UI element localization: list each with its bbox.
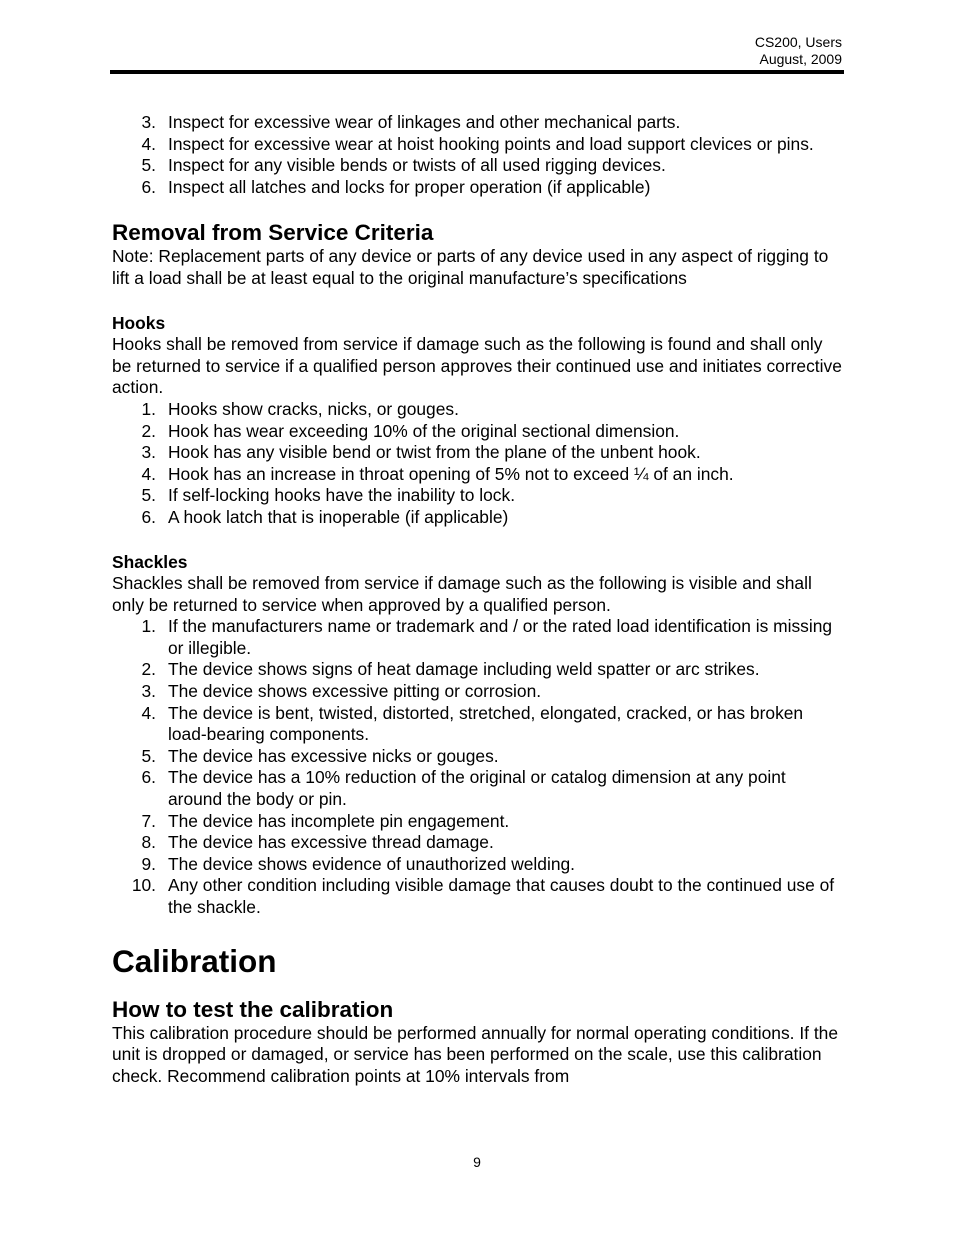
list-number: 5. <box>141 745 156 766</box>
list-item <box>112 767 844 810</box>
list-number: 5. <box>141 155 156 176</box>
list-item <box>112 616 844 659</box>
header-date: August, 2009 <box>759 51 842 67</box>
list-number: 2. <box>141 420 156 441</box>
calibration-subheading: How to test the calibration <box>112 996 394 1022</box>
list-item <box>112 854 844 876</box>
list-text: The device shows excessive pitting or corrosion. <box>168 681 542 702</box>
list-text: The device shows signs of heat damage including weld spatter or arc strikes. <box>168 659 760 680</box>
removal-heading: Removal from Service Criteria <box>112 220 434 246</box>
shackles-list <box>112 616 844 918</box>
list-item <box>112 485 844 507</box>
list-number: 4. <box>141 463 156 484</box>
list-text: The device is bent, twisted, distorted, stretched, elongated, cracked, or has broken load-bearing components. <box>168 702 804 745</box>
page-content <box>112 112 844 1087</box>
list-text: The device has excessive thread damage. <box>168 832 494 853</box>
list-item <box>112 811 844 833</box>
list-item <box>112 112 844 134</box>
list-item <box>112 659 844 681</box>
list-number: 8. <box>141 832 156 853</box>
header-rule <box>110 70 844 74</box>
list-text: A hook latch that is inoperable (if applicable) <box>168 506 509 527</box>
shackles-heading: Shackles <box>112 551 188 572</box>
list-item <box>112 875 844 918</box>
list-text: The device shows evidence of unauthorized welding. <box>168 853 575 874</box>
list-number: 3. <box>141 442 156 463</box>
list-number: 3. <box>141 681 156 702</box>
list-number: 4. <box>141 702 156 723</box>
list-item <box>112 703 844 746</box>
list-text: Inspect all latches and locks for proper operation (if applicable) <box>168 176 651 197</box>
calibration-text: This calibration procedure should be performed annually for normal operating conditions. If the unit is dropped or damaged, or service has been performed on the scale, use this calibration check. Recommend calibration points at 10% intervals from <box>112 1022 838 1086</box>
list-text: If self-locking hooks have the inability to lock. <box>168 485 516 506</box>
removal-note: Note: Replacement parts of any device or parts of any device used in any aspect of rigging to lift a load shall be at least equal to the original manufacture’s specifications <box>112 246 829 288</box>
list-item <box>112 442 844 464</box>
list-item <box>112 464 844 486</box>
list-item <box>112 177 844 199</box>
header-document-title: CS200, Users <box>754 34 842 50</box>
list-number: 6. <box>141 176 156 197</box>
list-text: Any other condition including visible damage that causes doubt to the continued use of the shackle. <box>168 875 835 917</box>
list-item <box>112 681 844 703</box>
list-number: 4. <box>141 133 156 154</box>
list-text: Inspect for any visible bends or twists of all used rigging devices. <box>168 155 666 176</box>
list-text: Inspect for excessive wear at hoist hooking points and load support clevices or pins. <box>168 133 814 154</box>
list-number: 7. <box>141 810 156 831</box>
hooks-list <box>112 399 844 529</box>
list-item <box>112 832 844 854</box>
list-item <box>112 134 844 156</box>
list-number: 3. <box>141 112 156 132</box>
list-text: Inspect for excessive wear of linkages and other mechanical parts. <box>168 112 681 132</box>
shackles-intro: Shackles shall be removed from service if damage such as the following is visible and shall only be returned to service when approved by a qualified person. <box>112 573 812 615</box>
list-number: 9. <box>141 853 156 874</box>
list-item <box>112 507 844 529</box>
list-text: The device has incomplete pin engagement. <box>168 810 510 831</box>
list-text: The device has a 10% reduction of the original or catalog dimension at any point around the body or pin. <box>168 767 786 810</box>
list-text: Hook has any visible bend or twist from the plane of the unbent hook. <box>168 442 701 463</box>
list-number: 1. <box>141 398 156 419</box>
list-number: 1. <box>141 616 156 637</box>
list-item <box>112 399 844 421</box>
list-text: Hook has wear exceeding 10% of the original sectional dimension. <box>168 420 680 441</box>
list-number: 6. <box>141 506 156 527</box>
list-text: The device has excessive nicks or gouges. <box>168 745 499 766</box>
list-number: 10. <box>131 875 156 896</box>
list-number: 2. <box>141 659 156 680</box>
page-number: 9 <box>473 1154 481 1170</box>
page-header <box>755 34 842 68</box>
list-item <box>112 155 844 177</box>
list-text: Hook has an increase in throat opening of 5% not to exceed ¼ of an inch. <box>168 463 734 484</box>
list-number: 6. <box>141 767 156 788</box>
calibration-heading: Calibration <box>112 942 277 979</box>
list-item <box>112 746 844 768</box>
hooks-intro: Hooks shall be removed from service if damage such as the following is found and shall only be returned to service if a qualified person approves their continued use and initiates corrective action. <box>112 334 842 398</box>
hooks-heading: Hooks <box>112 312 166 333</box>
inspection-list <box>112 112 844 198</box>
list-text: If the manufacturers name or trademark and / or the rated load identification is missing or illegible. <box>168 616 833 658</box>
list-text: Hooks show cracks, nicks, or gouges. <box>168 398 459 419</box>
list-number: 5. <box>141 485 156 506</box>
list-item <box>112 421 844 443</box>
